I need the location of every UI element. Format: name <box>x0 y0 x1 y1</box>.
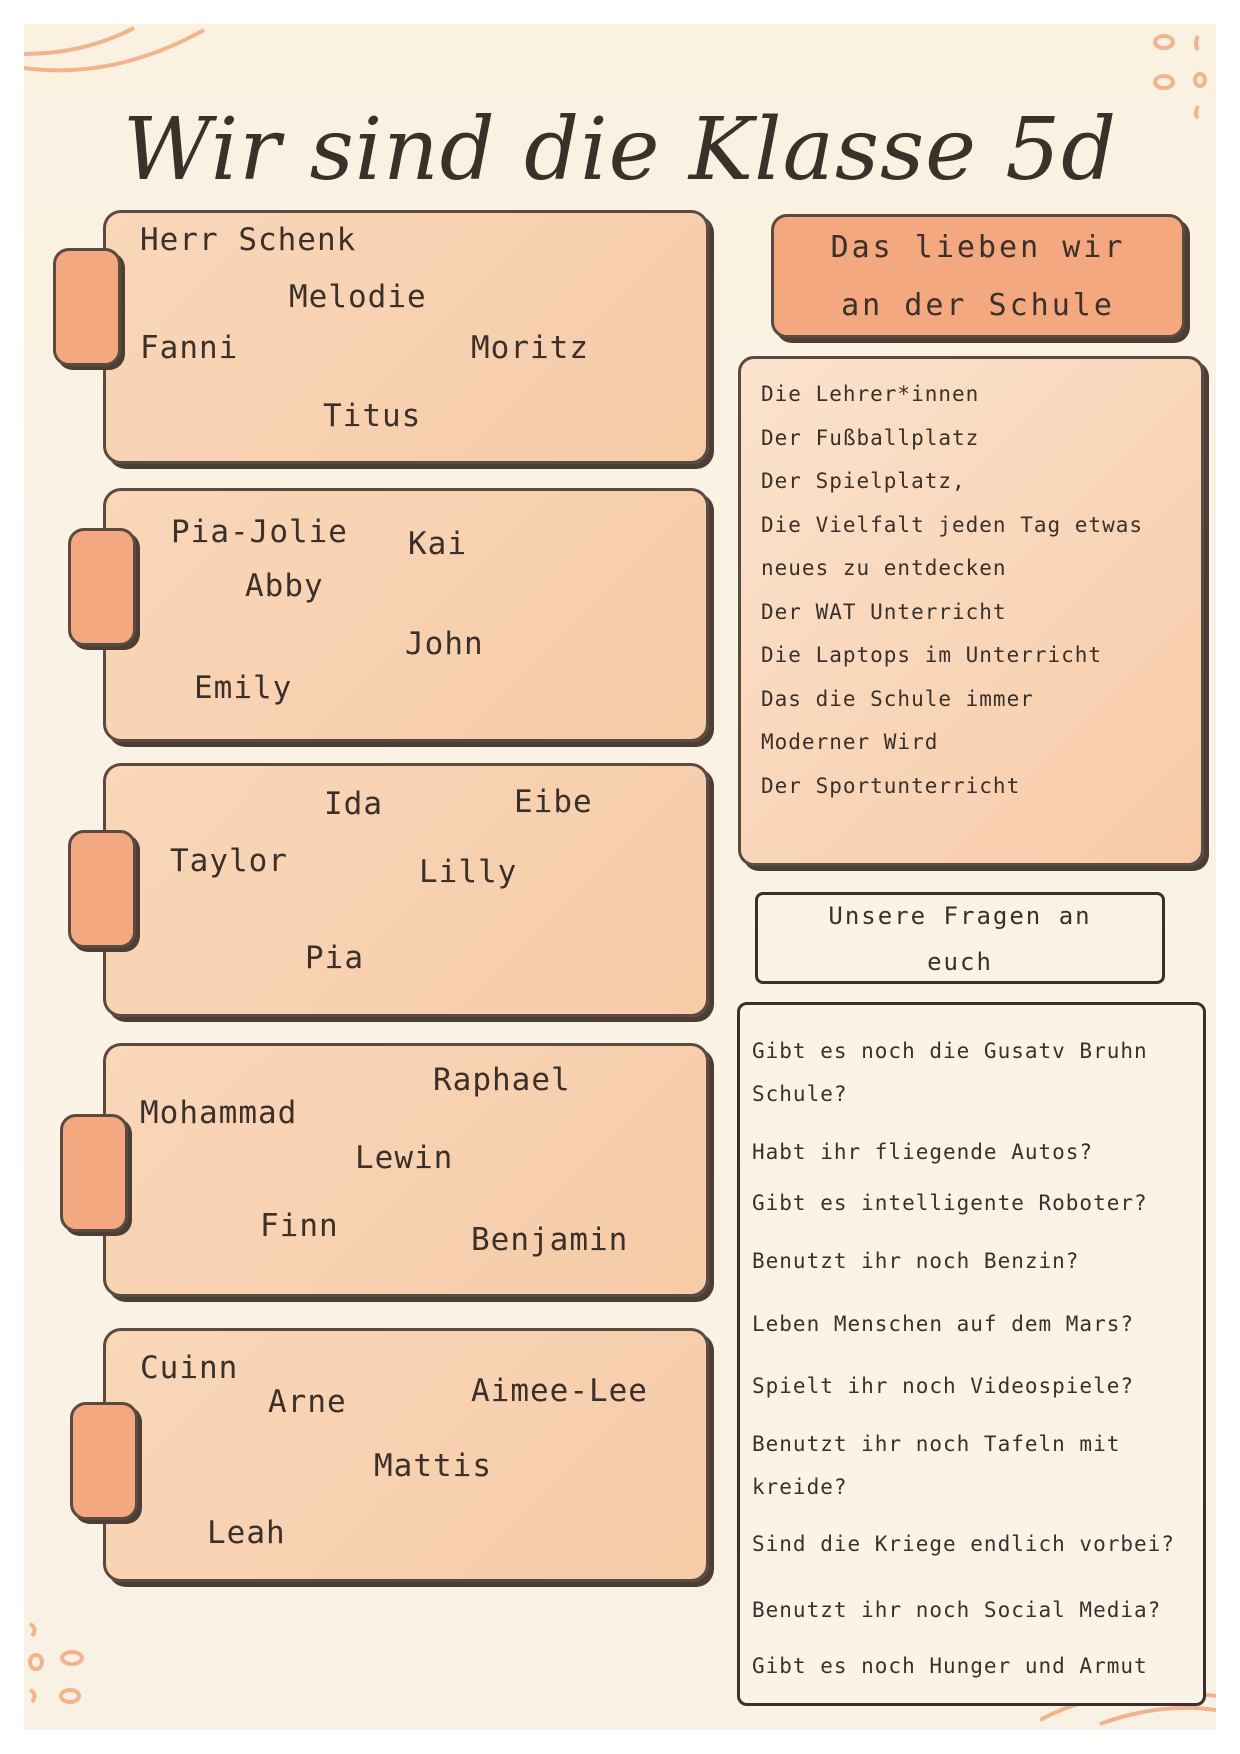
group-5-name: Cuinn <box>140 1350 239 1386</box>
group-1-name: Melodie <box>289 279 427 315</box>
love-item: Die Lehrer*innen <box>761 382 980 406</box>
group-1-name: Fanni <box>140 330 239 366</box>
question-item: Gibt es noch die Gusatv Bruhn <box>752 1039 1148 1063</box>
group-5-name: Leah <box>207 1515 286 1551</box>
group-2-name: Pia-Jolie <box>171 514 348 550</box>
group-2-name: Kai <box>408 526 467 562</box>
group-4-name: Mohammad <box>140 1095 298 1131</box>
love-item: neues zu entdecken <box>761 556 1007 580</box>
group-1-name: Titus <box>323 398 422 434</box>
question-item: Gibt es noch Hunger und Armut <box>752 1654 1148 1678</box>
group-5-name: Arne <box>268 1384 347 1420</box>
group-tab-2 <box>68 528 136 646</box>
group-4-name: Raphael <box>433 1062 571 1098</box>
love-item: Der WAT Unterricht <box>761 599 1007 624</box>
questions-heading <box>755 892 1165 984</box>
question-item: Leben Menschen auf dem Mars? <box>752 1312 1135 1336</box>
love-item: Der Spielplatz, <box>761 469 966 493</box>
question-item: Spielt ihr noch Videospiele? <box>752 1374 1135 1398</box>
group-tab-5 <box>70 1402 138 1520</box>
group-5-name: Aimee-Lee <box>471 1373 648 1409</box>
group-4-name: Lewin <box>355 1140 454 1176</box>
group-2-name: John <box>405 626 484 662</box>
love-list-box <box>738 356 1204 866</box>
group-tab-3 <box>68 830 136 948</box>
question-item: Habt ihr fliegende Autos? <box>752 1140 1094 1164</box>
group-4-name: Benjamin <box>471 1222 629 1258</box>
group-tab-4 <box>60 1114 128 1232</box>
questions-heading-line: euch <box>927 948 993 976</box>
love-item: Moderner Wird <box>761 730 939 754</box>
group-3-name: Ida <box>324 786 383 822</box>
group-1-name: Moritz <box>471 330 589 366</box>
group-3-name: Eibe <box>514 784 593 820</box>
question-item: Benutzt ihr noch Benzin? <box>752 1249 1080 1273</box>
question-item: Benutzt ihr noch Social Media? <box>752 1598 1162 1622</box>
group-4-name: Finn <box>260 1208 339 1244</box>
question-item: Schule? <box>752 1082 848 1106</box>
dots-decoration-bottom-left <box>24 1622 94 1706</box>
group-2-name: Abby <box>245 568 324 604</box>
question-item: Gibt es intelligente Roboter? <box>752 1191 1148 1215</box>
questions-box <box>737 1002 1206 1706</box>
love-item: Der Fußballplatz <box>761 425 980 450</box>
love-item: Der Sportunterricht <box>761 773 1021 798</box>
question-item: Benutzt ihr noch Tafeln mit <box>752 1432 1121 1456</box>
love-heading-line: Das lieben wir <box>830 230 1126 265</box>
question-item: kreide? <box>752 1475 848 1499</box>
group-3-name: Lilly <box>419 854 518 890</box>
love-heading-line: an der Schule <box>841 288 1115 323</box>
swoosh-decoration-top-left <box>24 24 224 84</box>
group-3-name: Taylor <box>170 843 288 879</box>
group-card-3 <box>103 763 709 1017</box>
questions-heading-line: Unsere Fragen an <box>828 902 1092 930</box>
group-1-name: Herr Schenk <box>140 222 357 258</box>
group-2-name: Emily <box>194 670 293 706</box>
love-item: Die Vielfalt jeden Tag etwas <box>761 512 1144 537</box>
love-item: Die Laptops im Unterricht <box>761 643 1103 667</box>
love-item: Das die Schule immer <box>761 686 1034 711</box>
group-3-name: Pia <box>305 940 364 976</box>
page-title: Wir sind die Klasse 5d <box>122 99 1118 200</box>
question-item: Sind die Kriege endlich vorbei? <box>752 1532 1175 1556</box>
love-list <box>741 359 1201 808</box>
love-heading <box>771 214 1185 338</box>
group-tab-1 <box>53 248 121 366</box>
group-5-name: Mattis <box>374 1448 492 1484</box>
